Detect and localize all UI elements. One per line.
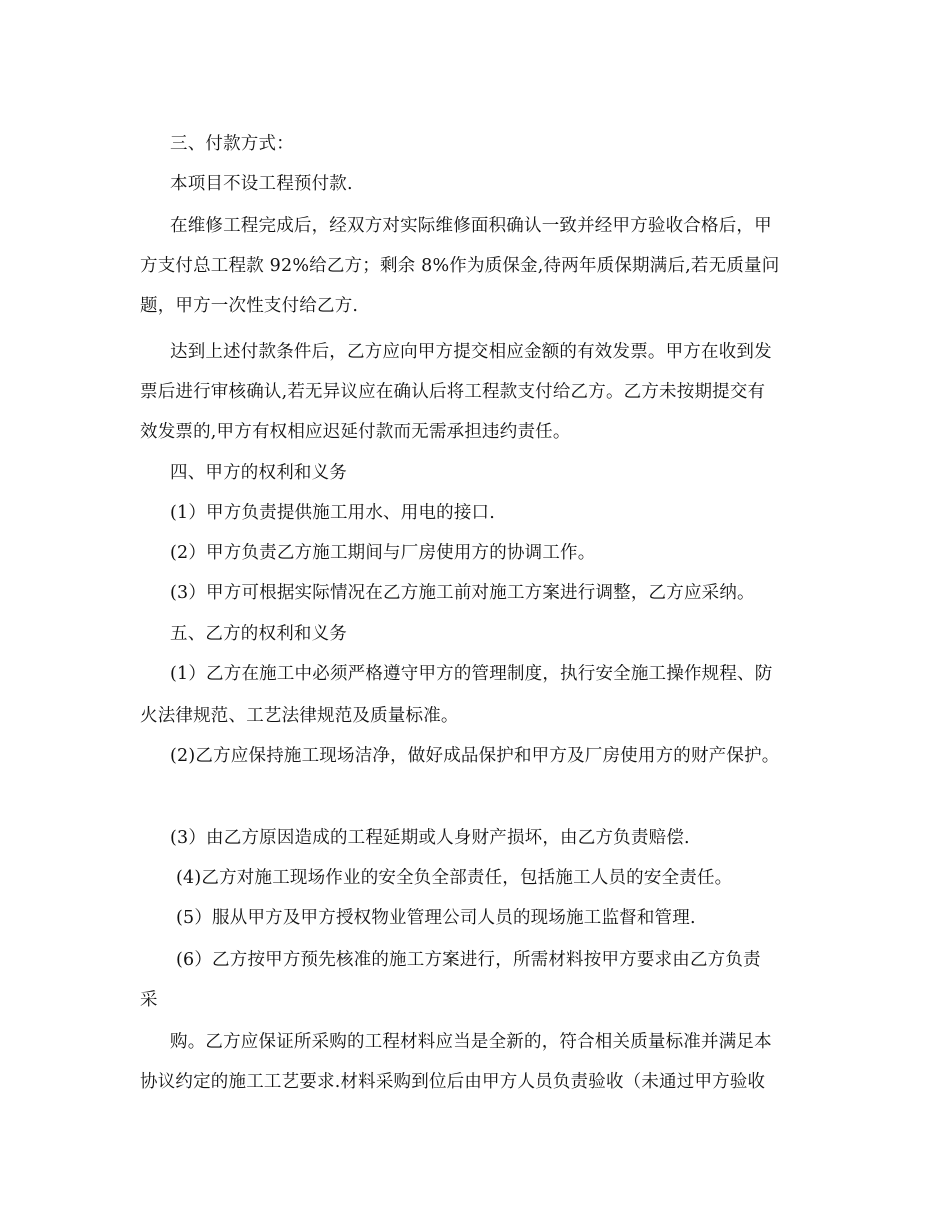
- list-item: (4)乙方对施工现场作业的安全负全部责任，包括施工人员的安全责任。: [176, 868, 733, 888]
- list-item: (3）由乙方原因造成的工程延期或人身财产损坏，由乙方负责赔偿.: [170, 828, 690, 848]
- paragraph-line: 效发票的,甲方有权相应迟延付款而无需承担违约责任。: [140, 422, 571, 442]
- list-item: (3）甲方可根据实际情况在乙方施工前对施工方案进行调整，乙方应采纳。: [170, 583, 755, 603]
- section-heading-party-a: 四、甲方的权利和义务: [170, 463, 347, 483]
- list-item-continuation: 采: [140, 990, 158, 1010]
- paragraph-line: 达到上述付款条件后，乙方应向甲方提交相应金额的有效发票。甲方在收到发: [170, 342, 772, 362]
- paragraph-line: 在维修工程完成后，经双方对实际维修面积确认一致并经甲方验收合格后，甲: [170, 216, 772, 236]
- paragraph-line: 题，甲方一次性支付给乙方.: [140, 296, 359, 316]
- list-item: (1）甲方负责提供施工用水、用电的接口.: [170, 503, 496, 523]
- section-heading-payment: 三、付款方式：: [170, 134, 294, 154]
- section-heading-party-b: 五、乙方的权利和义务: [170, 624, 347, 644]
- paragraph-line: 票后进行审核确认,若无异议应在确认后将工程款支付给乙方。乙方未按期提交有: [140, 382, 766, 402]
- paragraph-line: 方支付总工程款 92%给乙方；剩余 8%作为质保金,待两年质保期满后,若无质量问: [140, 256, 780, 276]
- list-item: (6）乙方按甲方预先核准的施工方案进行，所需材料按甲方要求由乙方负责: [176, 950, 761, 970]
- paragraph-line: 购。乙方应保证所采购的工程材料应当是全新的，符合相关质量标准并满足本: [170, 1032, 772, 1052]
- list-item: (5）服从甲方及甲方授权物业管理公司人员的现场施工监督和管理.: [176, 908, 696, 928]
- paragraph-no-advance: 本项目不设工程预付款.: [170, 174, 353, 194]
- list-item-continuation: 火法律规范、工艺法律规范及质量标准。: [140, 706, 459, 726]
- list-item: (1）乙方在施工中必须严格遵守甲方的管理制度，执行安全施工操作规程、防: [170, 664, 773, 684]
- list-item: (2)乙方应保持施工现场洁净，做好成品保护和甲方及厂房使用方的财产保护。: [170, 746, 780, 766]
- list-item: (2）甲方负责乙方施工期间与厂房使用方的协调工作。: [170, 543, 596, 563]
- paragraph-line: 协议约定的施工工艺要求.材料采购到位后由甲方人员负责验收（未通过甲方验收: [140, 1072, 766, 1092]
